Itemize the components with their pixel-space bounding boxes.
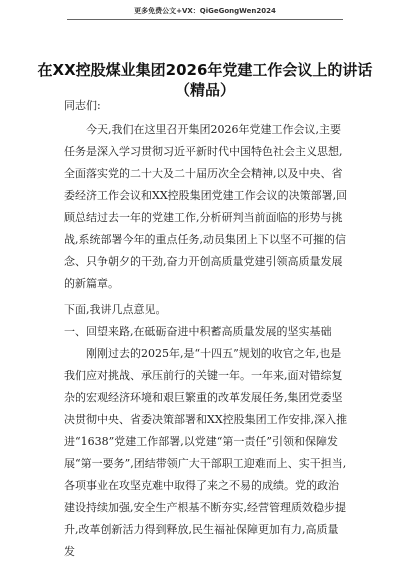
section-heading-1 (64, 321, 348, 343)
salutation-text: 同志们: (64, 99, 101, 112)
paragraph-transition-text: 下面,我讲几点意见。 (64, 303, 167, 316)
salutation (64, 95, 348, 117)
paragraph-transition (64, 299, 348, 321)
header-divider (67, 19, 343, 20)
paragraph-review (64, 343, 348, 563)
section-heading-1-text: 一、回望来路,在砥砺奋进中积蓄高质量发展的坚实基础 (64, 325, 332, 338)
paragraph-opening (64, 119, 348, 295)
document-title: 在XX控股煤业集团2026年党建工作会议上的讲话 (37, 61, 373, 79)
page-header: 更多免费公文+VX：QiGeGongWen2024 (134, 7, 276, 15)
paragraph-opening-text: 今天,我们在这里召开集团2026年党建工作会议,主要任务是深入学习贯彻习近平新时代中国特色社会主义思想,全面落实党的二十大及二十届历次全会精神,以及中央、省委经济工作会议和XX控股集团党建工作会议的决策部署,回顾总结过去一年的党建工作,分析研判当前面临的形势与挑战,系统部署今年的重点任务,动员集团上下以坚不可摧的信念、只争朝夕的干劲,奋力开创高质量党建引领高质量发展的新篇章。 (64, 123, 348, 290)
paragraph-review-text: 刚刚过去的2025年,是“十四五”规划的收官之年,也是我们应对挑战、承压前行的关键一年。一年来,面对错综复杂的宏观经济环境和艰巨繁重的改革发展任务,集团党委坚决贯彻中央、省委决策部署和XX控股集团工作安排,深入推进“1638”党建工作部署,以党建“第一责任”引领和保障发展“第一要务”,团结带领广大干部职工迎难而上、实干担当,各项事业在攻坚克难中取得了来之不易的成绩。党的政治建设持续加强,安全生产根基不断夯实,经营管理质效稳步提升,改革创新活力得到释放,民生福祉保障更加有力,高质量发 (64, 347, 348, 558)
document-subtitle: （精品） (174, 81, 235, 99)
